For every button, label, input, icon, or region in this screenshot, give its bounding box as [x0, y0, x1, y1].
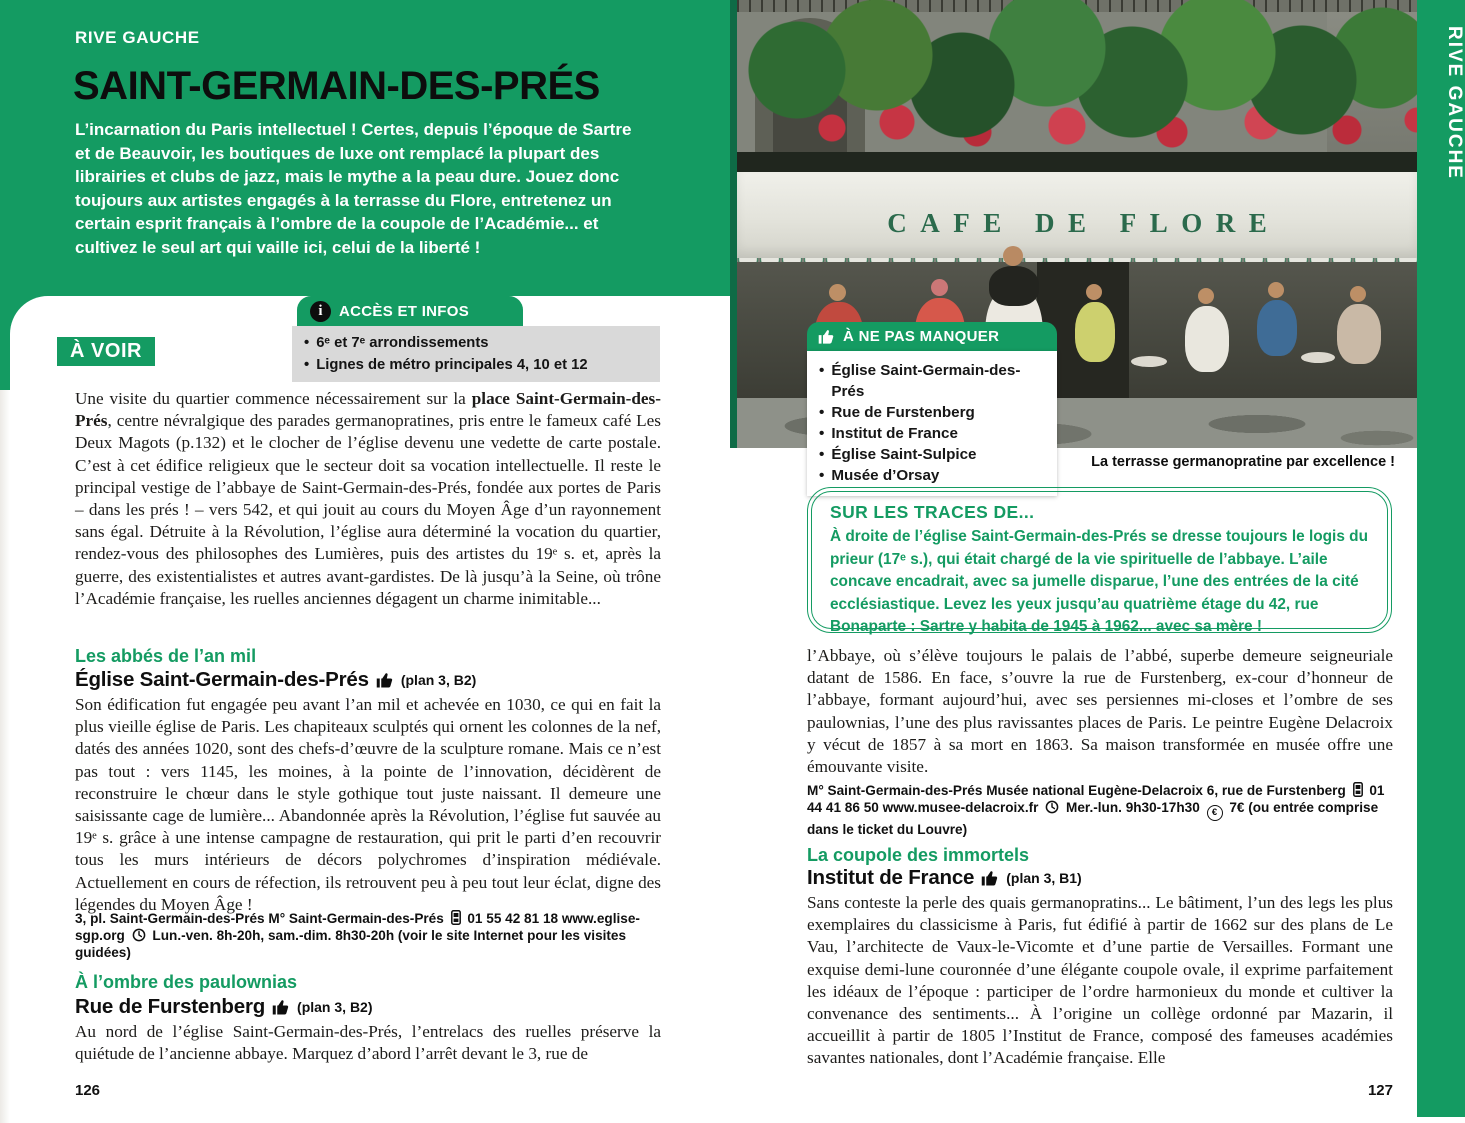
- highlight-item: • Église Saint-Germain-des-Prés: [819, 362, 1021, 400]
- clock-icon: [132, 928, 146, 942]
- sur-les-traces-box: [807, 487, 1392, 636]
- traces-title: SUR LES TRACES DE...: [830, 502, 1035, 522]
- bullet-icon: •: [304, 356, 310, 373]
- patron-head: [829, 284, 846, 301]
- awning: [737, 172, 1417, 258]
- bullet-icon: •: [819, 446, 825, 463]
- page-number-right: 127: [1367, 1082, 1393, 1099]
- highlight-item: • Église Saint-Sulpice: [819, 446, 977, 463]
- section-kicker: RIVE GAUCHE: [75, 28, 200, 47]
- bullet-icon: •: [819, 362, 825, 379]
- patron-head: [1268, 282, 1284, 298]
- intro-paragraph: L’incarnation du Paris intellectuel ! Certes, depuis l’époque de Sartre et de Beauvoir, les boutiques de luxe ont remplacé la plupart des librairies et clubs de jazz, mais le mythe a la peau dure. Jouez donc toujours aux artistes engagés à la terrasse du Flore, entretenez un certain esprit français à l’ombre de la coupole de l’Académie... et cultivez le seul art qui vaille ici, celui de la liberté !: [75, 120, 632, 257]
- heading-institut-de-france: Institut de France (plan 3, B1): [807, 866, 1082, 889]
- page-number-left: 126: [75, 1082, 101, 1099]
- phone-icon: [1353, 782, 1363, 797]
- patron: [1257, 300, 1297, 356]
- body-paragraph-1: Une visite du quartier commence nécessairement sur la place Saint-Germain-des-Prés, centre névralgique des parades germanopratines, pris entre le fameux café Les Deux Magots (p.132) et le clocher de l’église devenu une vedette de carte postale. C’est à cet édifice religieux que le secteur doit sa vocation intellectuelle. Il reste le principal vestige de l’abbaye de Saint-Germain-des-Prés, fondée aux portes de Paris – dans les prés ! – vers 542, et qui jouit au cours du Moyen Âge d’un rayonnement sans égal. Détruite à la Révolution, l’église aura déterminé la vocation du quartier, rendez-vous des philosophes des Lumières, puis des artistes du 19ᵉ s. et, après la guerre, des existentialistes et autres avant-gardistes. De là jusqu’à la Seine, où trône l’Académie française, les ruelles anciennes dégagent un charme inimitable...: [75, 389, 661, 608]
- bullet-icon: •: [819, 467, 825, 484]
- acces-infos-title: ACCÈS ET INFOS: [339, 302, 470, 320]
- sur-les-traces-inner: [811, 491, 1388, 636]
- bullet-icon: •: [819, 425, 825, 442]
- address-block-eglise: 3, pl. Saint-Germain-des-Prés M° Saint-Germain-des-Prés 01 55 42 81 18 www.eglise-sgp.org Lun.-ven. 8h-20h, sam.-dim. 8h30-20h (voir le site Internet pour les visites guidées): [75, 911, 640, 960]
- thumb-up-icon: [981, 869, 999, 887]
- plan-reference: (plan 3, B2): [400, 672, 477, 688]
- patron: [1185, 306, 1229, 372]
- plan-reference: (plan 3, B2): [297, 999, 373, 1015]
- body-paragraph-2: Son édification fut engagée peu avant l’an mil et achevée en 1030, ce qui en fait la plus vieille église de Paris. Les chapiteaux sculptés qui ornent les colonnes de la nef, datés des années 1020, sont des chefs-d’œuvre de la sculpture romane. Mais ce n’est pas tout : vers 1145, les moines, à la pointe de l’innovation, décidèrent de reconstruire le chœur dans le style gothique tout juste naissant. Il demeure une saisissante cage de lumière... Abandonnée après la Révolution, l’église fut sauvée au 19ᵉ s. grâce à une intense campagne de restauration, qui prit le parti d’en recouvrir tous les murs intérieurs de décors polychromes d’inspiration médiévale. Actuellement en cours de réfection, ils retrouvent peu à peu tout leur éclat, digne des légendes du Moyen Âge !: [75, 695, 661, 914]
- highlight-item: • Institut de France: [819, 425, 958, 442]
- thumb-up-icon: [818, 328, 835, 345]
- heading-eglise-sgdp: Église Saint-Germain-des-Prés (plan 3, B2): [75, 668, 477, 691]
- page-gutter-trim: [730, 0, 737, 448]
- patron-head: [1086, 284, 1102, 300]
- museum-name: Musée national Eugène-Delacroix: [986, 783, 1203, 798]
- patron-head: [931, 279, 948, 296]
- waiter-head: [1003, 246, 1023, 266]
- patron-head: [1350, 286, 1366, 302]
- photo-caption: La terrasse germanopratine par excellence !: [1091, 454, 1395, 470]
- body-paragraph-4: l’Abbaye, où s’élève toujours le palais de l’abbé, superbe demeure seigneuriale datant de 1586. En face, s’ouvre la rue de Furstenberg, ex-cour d’honneur de l’abbaye, formant aujourd’hui, avec ses persiennes mi-closes et l’ombre de ses paulownias, l’une des plus ravissantes places de Paris. Le peintre Eugène Delacroix y vécut de 1857 à sa mort en 1863. Sa maison transformée en musée offre une émouvante visite.: [807, 646, 1393, 777]
- edge-tab-label: RIVE GAUCHE: [1444, 26, 1465, 180]
- bold-place-name: place Saint-Germain-des-Prés: [75, 389, 661, 431]
- acces-infos-tab: [297, 296, 523, 326]
- edge-tab-rive-gauche: [1417, 0, 1465, 1117]
- heading-rue-furstenberg: Rue de Furstenberg (plan 3, B2): [75, 995, 373, 1018]
- highlights-list: [807, 351, 1057, 496]
- page-edge-shade: [0, 390, 10, 1123]
- plan-reference: (plan 3, B1): [1006, 870, 1082, 886]
- patron: [1075, 302, 1115, 362]
- phone-icon: [451, 910, 461, 925]
- page-title: SAINT-GERMAIN-DES-PRÉS: [73, 64, 600, 108]
- patron-head: [1198, 288, 1214, 304]
- cafe-table: [1131, 356, 1167, 367]
- acces-item: • 6ᵉ et 7ᵉ arrondissements: [304, 333, 650, 355]
- clock-icon: [1045, 800, 1059, 814]
- traces-body: À droite de l’église Saint-Germain-des-Prés se dresse toujours le logis du prieur (17ᵉ s.), qui était chargé de la vie spirituelle de l’abbaye. L’aile concave encadrait, avec sa jumelle disparue, l’une des entrées de la cité ecclésiastique. Levez les yeux jusqu’au quatrième étage du 42, rue Bonaparte : Sartre y habita de 1945 à 1962... avec sa mère !: [830, 528, 1368, 636]
- body-paragraph-5: Sans conteste la perle des quais germanopratins... Le bâtiment, l’un des legs les plus exemplaires du classicisme à Paris, fut édifié à partir de 1662 sur des plans de Le Vau, l’architecte de Vaux-le-Vicomte et d’une partie de Versailles. Formant une exquise demi-lune couronnée d’une élégante coupole ovale, il exprime parfaitement les idéaux de l’époque : participer de l’ordre harmonieux du monde et cultiver la convenance des sentiments... À l’origine un collège ordonné par Mazarin, il accueillit à partir de 1805 l’Institut de France, composé des fameuses académies savantes nationales, dont l’Académie française. Elle: [807, 893, 1393, 1068]
- section-label-coupole: La coupole des immortels: [807, 845, 1030, 865]
- highlights-header: À NE PAS MANQUER: [807, 322, 1057, 351]
- info-icon: i: [310, 301, 331, 322]
- cafe-table: [1301, 352, 1335, 363]
- highlight-item: • Rue de Furstenberg: [819, 404, 975, 421]
- address-block-delacroix: M° Saint-Germain-des-Prés Musée national Eugène-Delacroix 6, rue de Furstenberg 01 44 41 86 50 www.musee-delacroix.fr Mer.-lun. 9h30-17h30 € 7€ (ou entrée comprise dans le ticket du Louvre): [807, 783, 1385, 837]
- highlight-item: • Musée d’Orsay: [819, 467, 940, 484]
- section-label-paulownias: À l’ombre des paulownias: [75, 972, 298, 992]
- bullet-icon: •: [819, 404, 825, 421]
- euro-price-icon: €: [1207, 805, 1223, 821]
- a-voir-label: À VOIR: [57, 337, 155, 366]
- body-paragraph-3: Au nord de l’église Saint-Germain-des-Prés, l’entrelacs des ruelles préserve la quiétude de l’ancienne abbaye. Marquez d’abord l’arrêt devant le 3, rue de: [75, 1022, 661, 1064]
- planter-bar: [737, 152, 1417, 174]
- thumb-up-icon: [272, 998, 290, 1016]
- bullet-icon: •: [304, 335, 310, 351]
- waiter-vest: [989, 266, 1039, 306]
- thumb-up-icon: [376, 671, 394, 689]
- acces-infos-box: [292, 326, 660, 382]
- patron: [1337, 304, 1381, 364]
- section-label-abbes: Les abbés de l’an mil: [75, 646, 257, 666]
- awning-text: CAFE DE FLORE: [887, 208, 1281, 238]
- acces-item: • Lignes de métro principales 4, 10 et 12: [304, 355, 650, 377]
